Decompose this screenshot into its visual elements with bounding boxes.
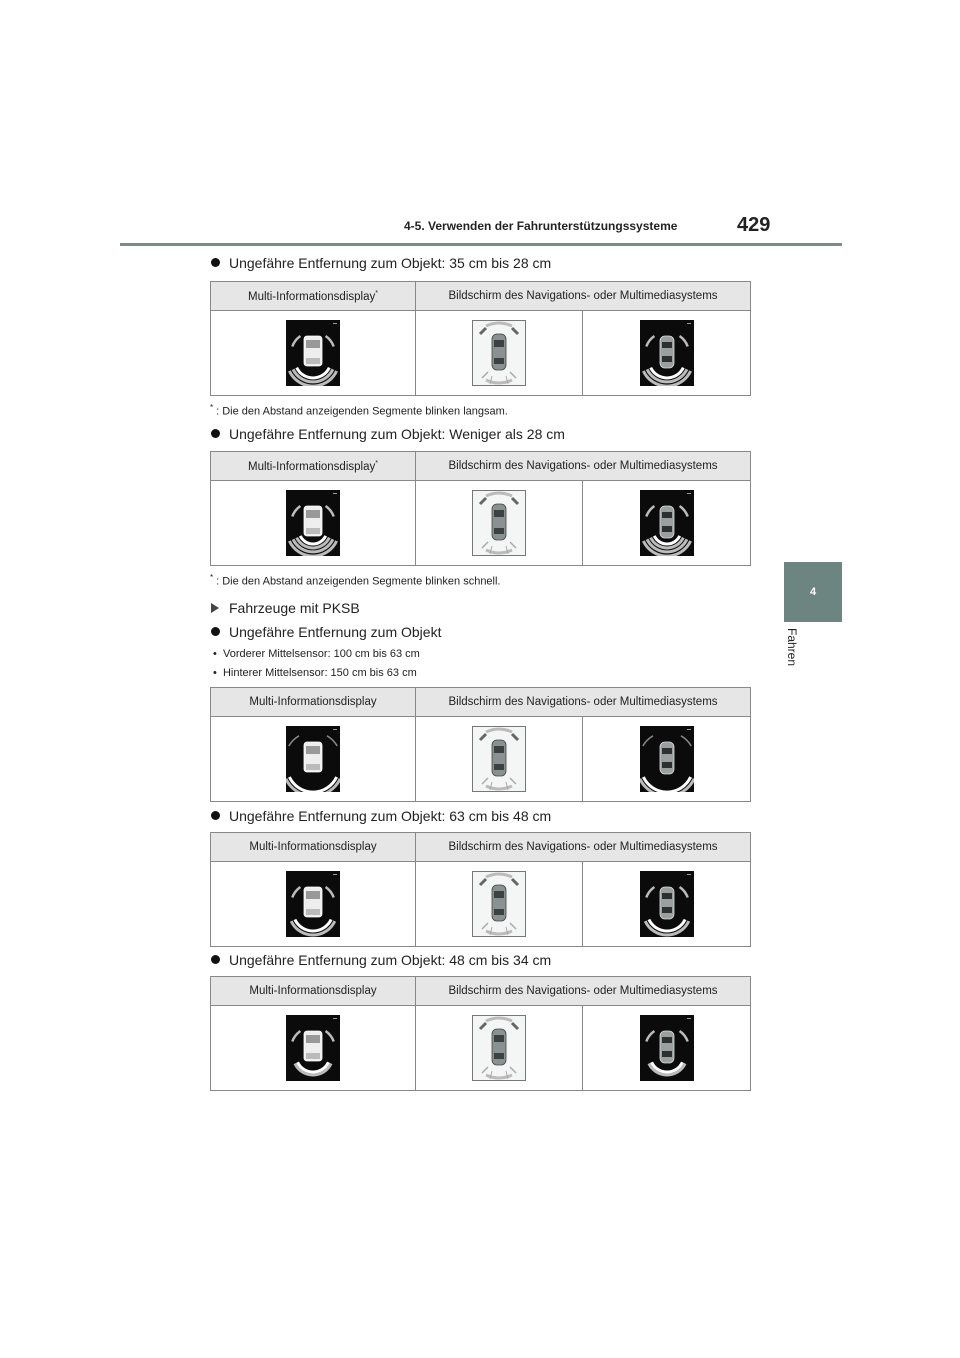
column-header-nav: Bildschirm des Navigations- oder Multimediasystems xyxy=(416,452,751,481)
heading-text: Ungefähre Entfernung zum Objekt: Weniger als 28 cm xyxy=(229,426,565,442)
section-heading xyxy=(211,255,551,271)
bullet-icon xyxy=(211,627,220,636)
mid-display-image xyxy=(286,726,340,792)
list-item: • Hinterer Mittelsensor: 150 cm bis 63 cm xyxy=(213,667,417,679)
footnote xyxy=(210,573,501,588)
subheading-text: Fahrzeuge mit PKSB xyxy=(229,600,360,616)
bullet-icon xyxy=(211,955,220,964)
column-header-mid xyxy=(211,452,416,481)
column-header-nav: Bildschirm des Navigations- oder Multimediasystems xyxy=(416,688,751,717)
chapter-label xyxy=(780,628,810,678)
section-heading xyxy=(211,624,441,640)
nav-display-image xyxy=(472,726,526,792)
display-table xyxy=(210,832,751,947)
footnote-mark: * xyxy=(210,403,214,412)
nav-display-image xyxy=(472,320,526,386)
list-item-text: Hinterer Mittelsensor: 150 cm bis 63 cm xyxy=(222,667,417,679)
column-header-nav: Bildschirm des Navigations- oder Multimediasystems xyxy=(416,282,751,311)
chapter-tab: 4 xyxy=(784,562,842,622)
display-table xyxy=(210,687,751,802)
nav-display-dark-image xyxy=(640,490,694,556)
nav-display-dark-image xyxy=(640,1015,694,1081)
header-rule xyxy=(120,243,842,246)
section-title: 4-5. Verwenden der Fahrunterstützungssysteme xyxy=(404,219,678,233)
footnote-mark: * xyxy=(375,289,378,297)
column-header-mid: Multi-Informationsdisplay xyxy=(211,977,416,1006)
nav-display-image xyxy=(472,490,526,556)
display-table xyxy=(210,281,751,396)
bullet-icon xyxy=(211,811,220,820)
mid-display-image xyxy=(286,871,340,937)
section-heading xyxy=(211,952,551,968)
column-header-mid: Multi-Informationsdisplay xyxy=(211,688,416,717)
subsection-heading xyxy=(211,600,360,616)
column-header-text: Multi-Informationsdisplay xyxy=(248,460,376,473)
mid-display-image xyxy=(286,320,340,386)
footnote-mark: * xyxy=(375,459,378,467)
nav-display-dark-image xyxy=(640,871,694,937)
nav-display-dark-image xyxy=(640,320,694,386)
heading-text: Ungefähre Entfernung zum Objekt: 63 cm bis 48 cm xyxy=(229,808,552,824)
section-heading xyxy=(211,426,565,442)
mid-display-image xyxy=(286,490,340,556)
nav-display-dark-image xyxy=(640,726,694,792)
chapter-label-text: Fahren xyxy=(785,628,799,667)
display-table xyxy=(210,976,751,1091)
column-header-text: Multi-Informationsdisplay xyxy=(248,290,376,303)
bullet-icon xyxy=(211,429,220,438)
list-item-text: Vorderer Mittelsensor: 100 cm bis 63 cm xyxy=(222,648,420,660)
heading-text: Ungefähre Entfernung zum Objekt xyxy=(229,624,442,640)
footnote-text: : Die den Abstand anzeigenden Segmente blinken langsam. xyxy=(216,405,508,418)
nav-display-image xyxy=(472,1015,526,1081)
column-header-mid xyxy=(211,282,416,311)
page-number: 429 xyxy=(737,214,771,236)
footnote-text: : Die den Abstand anzeigenden Segmente blinken schnell. xyxy=(216,575,501,588)
section-heading xyxy=(211,808,551,824)
column-header-nav: Bildschirm des Navigations- oder Multimediasystems xyxy=(416,977,751,1006)
footnote xyxy=(210,403,508,418)
nav-display-image xyxy=(472,871,526,937)
display-table xyxy=(210,451,751,566)
triangle-bullet-icon xyxy=(211,603,219,613)
column-header-mid: Multi-Informationsdisplay xyxy=(211,833,416,862)
heading-text: Ungefähre Entfernung zum Objekt: 48 cm bis 34 cm xyxy=(229,952,552,968)
list-item: • Vorderer Mittelsensor: 100 cm bis 63 cm xyxy=(213,648,420,660)
heading-text: Ungefähre Entfernung zum Objekt: 35 cm bis 28 cm xyxy=(229,255,552,271)
mid-display-image xyxy=(286,1015,340,1081)
column-header-nav: Bildschirm des Navigations- oder Multimediasystems xyxy=(416,833,751,862)
footnote-mark: * xyxy=(210,573,214,582)
bullet-icon xyxy=(211,258,220,267)
